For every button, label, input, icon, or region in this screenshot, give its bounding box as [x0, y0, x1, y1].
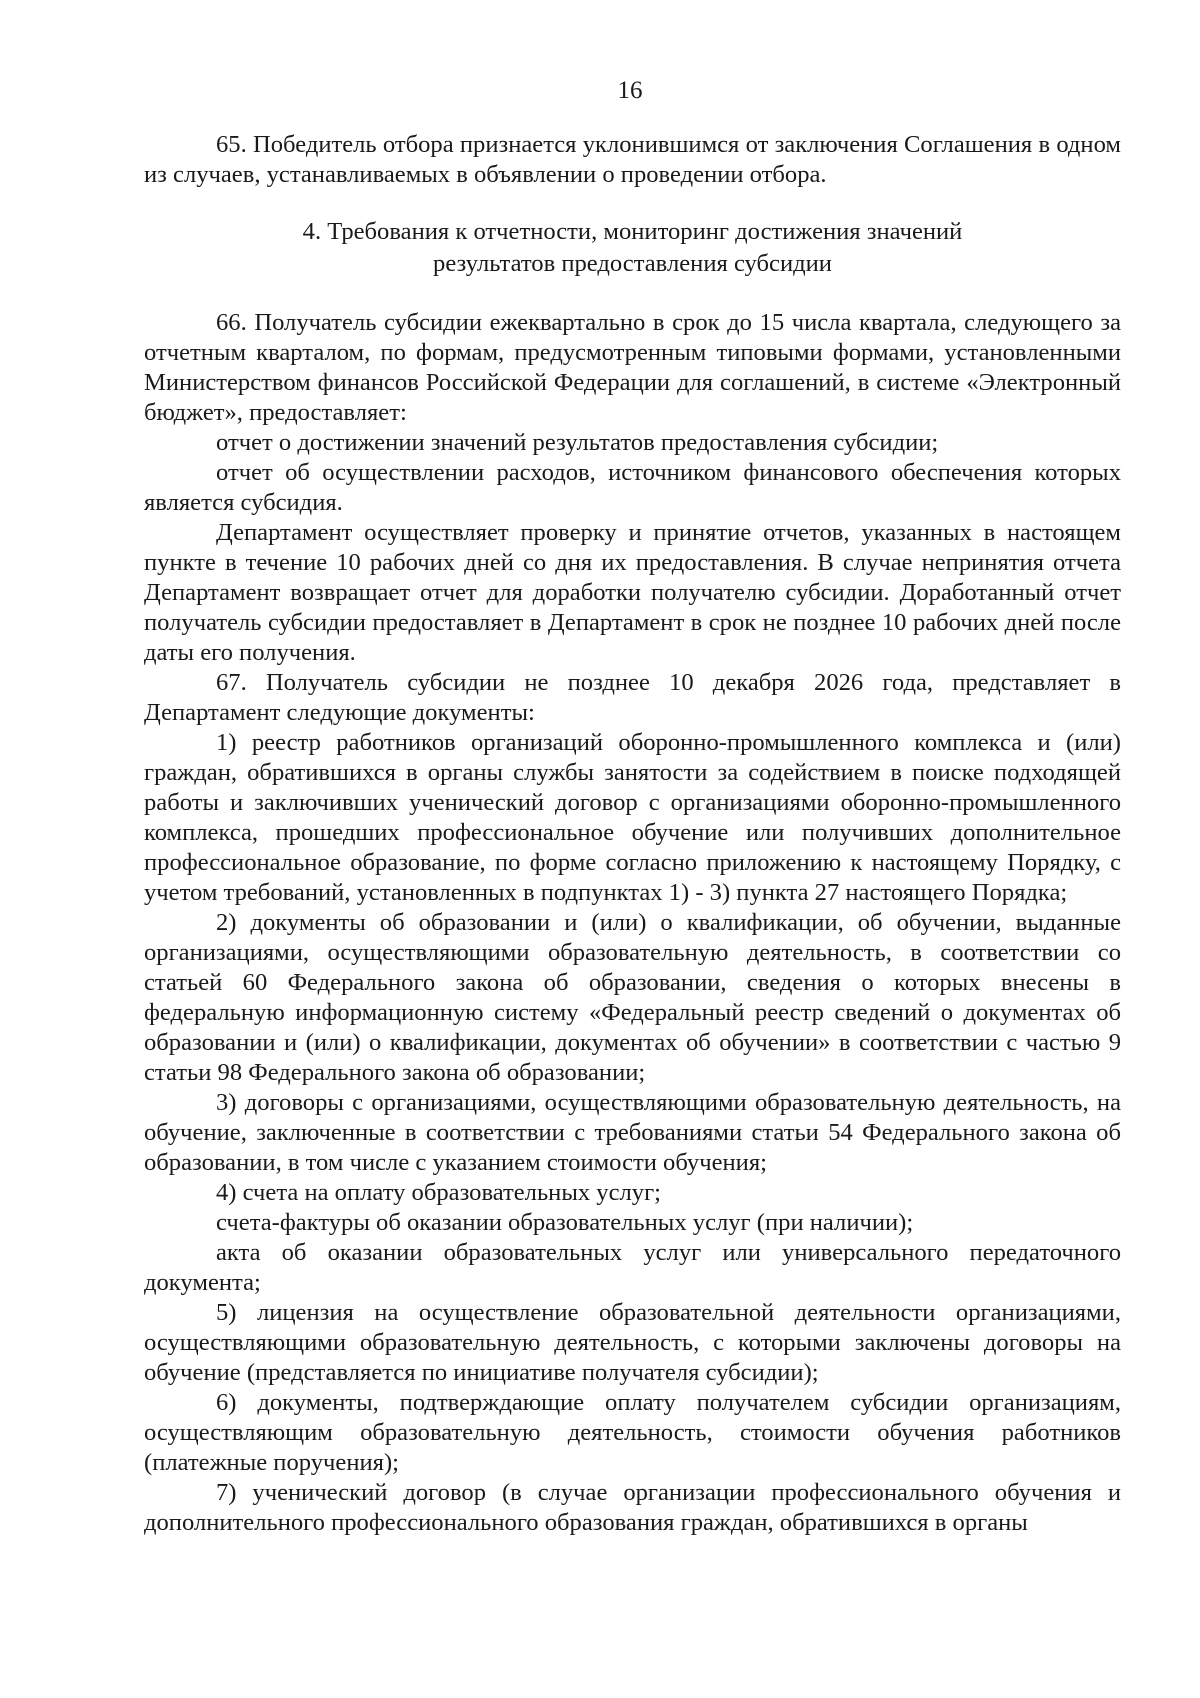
list-item-6: 6) документы, подтверждающие оплату получателем субсидии организациям, осуществляющим образовательную деятельность, стоимости обучения работников (платежные поручения);	[144, 1389, 1121, 1476]
list-item-5: 5) лицензия на осуществление образовательной деятельности организациями, осуществляющими образовательную деятельность, с которыми заключены договоры на обучение (представляется по инициативе получателя субсидии);	[144, 1299, 1121, 1386]
document-body	[144, 130, 1121, 1538]
list-item-1: 1) реестр работников организаций оборонно-промышленного комплекса и (или) граждан, обратившихся в органы службы занятости за содействием в поиске подходящей работы и заключивших ученический договор с организациями оборонно-промышленного комплекса, прошедших профессиональное обучение или получивших дополнительное профессиональное образование, по форме согласно приложению к настоящему Порядку, с учетом требований, установленных в подпунктах 1) - 3) пункта 27 настоящего Порядка;	[144, 729, 1121, 906]
list-item-7: 7) ученический договор (в случае организации профессионального обучения и дополнительного профессионального образования граждан, обратившихся в органы	[144, 1479, 1121, 1536]
paragraph-department-check: Департамент осуществляет проверку и принятие отчетов, указанных в настоящем пункте в течение 10 рабочих дней со дня их предоставления. В случае непринятия отчета Департамент возвращает отчет для доработки получателю субсидии. Доработанный отчет получатель субсидии предоставляет в Департамент в срок не позднее 10 рабочих дней после даты его получения.	[144, 519, 1121, 666]
section-heading-line-1: 4. Требования к отчетности, мониторинг достижения значений	[302, 218, 963, 245]
section-heading	[144, 216, 1121, 280]
page-number: 16	[617, 77, 643, 104]
paragraph-66: 66. Получатель субсидии ежеквартально в срок до 15 числа квартала, следующего за отчетным кварталом, по формам, предусмотренным типовыми формами, установленными Министерством финансов Российской Федерации для соглашений, в системе «Электронный бюджет», предоставляет:	[144, 309, 1121, 426]
list-item-4-acts: акта об оказании образовательных услуг или универсального передаточного документа;	[144, 1239, 1121, 1296]
paragraph-65: 65. Победитель отбора признается уклонившимся от заключения Соглашения в одном из случаев, устанавливаемых в объявлении о проведении отбора.	[144, 131, 1121, 188]
paragraph-report-results: отчет о достижении значений результатов предоставления субсидии;	[216, 429, 939, 456]
paragraph-report-expenses: отчет об осуществлении расходов, источником финансового обеспечения которых является субсидия.	[144, 459, 1121, 516]
list-item-3: 3) договоры с организациями, осуществляющими образовательную деятельность, на обучение, заключенные в соответствии с требованиями статьи 54 Федерального закона об образовании, в том числе с указанием стоимости обучения;	[144, 1089, 1121, 1176]
paragraph-67: 67. Получатель субсидии не позднее 10 декабря 2026 года, представляет в Департамент следующие документы:	[144, 669, 1121, 726]
list-item-2: 2) документы об образовании и (или) о квалификации, об обучении, выданные организациями, осуществляющими образовательную деятельность, в соответствии со статьей 60 Федерального закона об образовании, сведения о которых внесены в федеральную информационную систему «Федеральный реестр сведений о документах об образовании и (или) о квалификации, документах об обучении» в соответствии с частью 9 статьи 98 Федерального закона об образовании;	[144, 909, 1121, 1086]
list-item-4: 4) счета на оплату образовательных услуг;	[216, 1179, 662, 1206]
section-heading-line-2: результатов предоставления субсидии	[433, 250, 832, 277]
list-item-4-invoices: счета-фактуры об оказании образовательных услуг (при наличии);	[216, 1209, 914, 1236]
